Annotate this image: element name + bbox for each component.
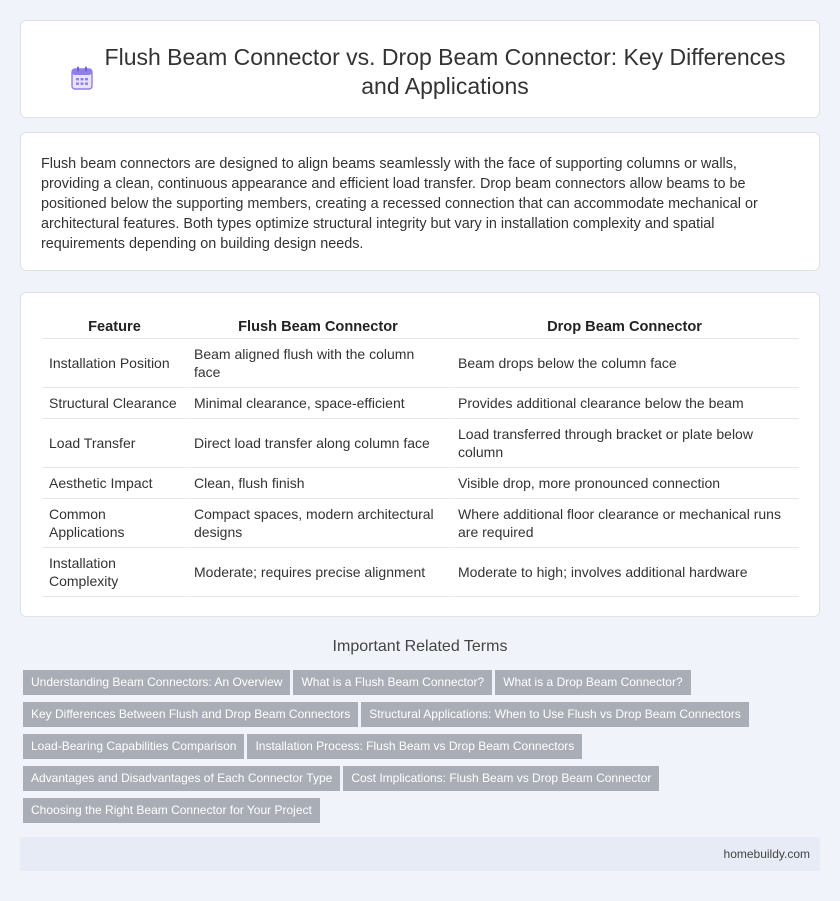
related-term-tag[interactable]: Cost Implications: Flush Beam vs Drop Beam Connector	[343, 766, 659, 791]
cell-flush: Minimal clearance, space-efficient	[186, 388, 450, 419]
header-drop: Drop Beam Connector	[450, 313, 799, 339]
related-term-tag[interactable]: Load-Bearing Capabilities Comparison	[23, 734, 244, 759]
related-term-tag[interactable]: Key Differences Between Flush and Drop Beam Connectors	[23, 702, 358, 727]
cell-drop: Provides additional clearance below the beam	[450, 388, 799, 419]
calendar-icon	[71, 66, 93, 90]
cell-feature: Common Applications	[43, 499, 186, 548]
table-row	[43, 468, 799, 499]
cell-drop: Visible drop, more pronounced connection	[450, 468, 799, 499]
cell-flush: Moderate; requires precise alignment	[186, 548, 450, 597]
title-card	[20, 20, 820, 118]
related-terms-title: Important Related Terms	[332, 638, 508, 655]
related-term-tag[interactable]: Understanding Beam Connectors: An Overview	[23, 670, 290, 695]
intro-text: Flush beam connectors are designed to align beams seamlessly with the face of supporting columns or walls, providing a clean, continuous appearance and efficient load transfer. Drop beam connectors allow beams to be positioned below the supporting members, creating a recessed connection that can accommodate mechanical or architectural features. Both types optimize structural integrity but vary in installation complexity and spatial requirements depending on building design needs.	[41, 156, 758, 252]
footer	[20, 837, 820, 871]
related-term-tag[interactable]: What is a Flush Beam Connector?	[293, 670, 492, 695]
table-row	[43, 419, 799, 468]
header-feature: Feature	[43, 313, 186, 339]
cell-flush: Direct load transfer along column face	[186, 419, 450, 468]
intro-card	[20, 132, 820, 271]
cell-flush: Compact spaces, modern architectural designs	[186, 499, 450, 548]
cell-drop: Beam drops below the column face	[450, 339, 799, 388]
cell-feature: Aesthetic Impact	[43, 468, 186, 499]
related-term-tag[interactable]: Structural Applications: When to Use Flush vs Drop Beam Connectors	[361, 702, 749, 727]
cell-flush: Beam aligned flush with the column face	[186, 339, 450, 388]
cell-flush: Clean, flush finish	[186, 468, 450, 499]
table-header-row	[43, 313, 799, 339]
footer-site[interactable]: homebuildy.com	[723, 847, 810, 861]
table-row	[43, 499, 799, 548]
cell-feature: Structural Clearance	[43, 388, 186, 419]
related-term-tag[interactable]: What is a Drop Beam Connector?	[495, 670, 690, 695]
related-terms-list	[23, 670, 823, 830]
cell-feature: Installation Position	[43, 339, 186, 388]
page-title: Flush Beam Connector vs. Drop Beam Connector: Key Differences and Applications	[104, 44, 786, 99]
cell-drop: Moderate to high; involves additional hardware	[450, 548, 799, 597]
cell-feature: Installation Complexity	[43, 548, 186, 597]
table-row	[43, 339, 799, 388]
related-term-tag[interactable]: Choosing the Right Beam Connector for Your Project	[23, 798, 320, 823]
comparison-table-card	[20, 292, 820, 617]
cell-drop: Load transferred through bracket or plate below column	[450, 419, 799, 468]
table-row	[43, 548, 799, 597]
cell-drop: Where additional floor clearance or mechanical runs are required	[450, 499, 799, 548]
table-row	[43, 388, 799, 419]
comparison-table	[43, 313, 799, 597]
related-term-tag[interactable]: Advantages and Disadvantages of Each Connector Type	[23, 766, 340, 791]
related-term-tag[interactable]: Installation Process: Flush Beam vs Drop Beam Connectors	[247, 734, 582, 759]
header-flush: Flush Beam Connector	[186, 313, 450, 339]
cell-feature: Load Transfer	[43, 419, 186, 468]
